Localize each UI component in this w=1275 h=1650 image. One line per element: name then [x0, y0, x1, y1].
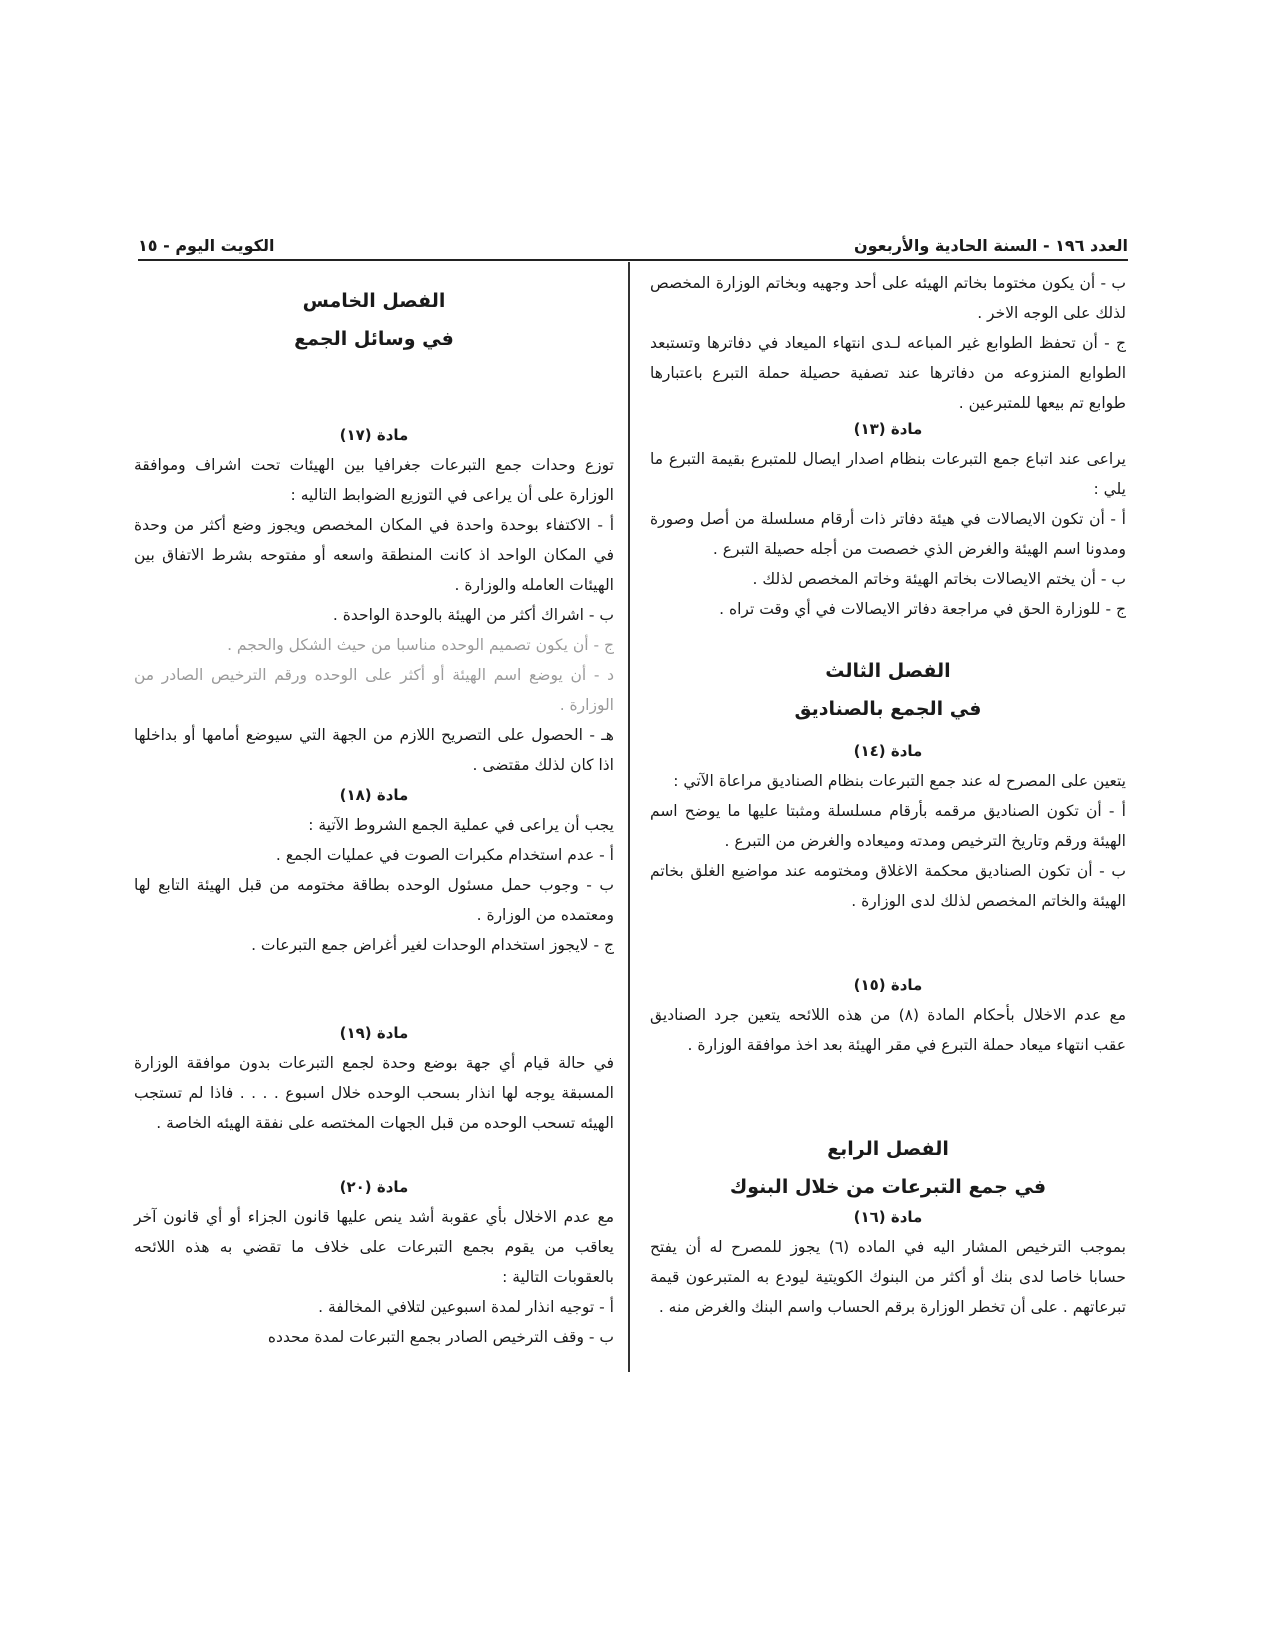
clause-c: ج - أن يكون تصميم الوحده مناسبا من حيث الشكل والحجم . [227, 636, 614, 654]
clause-a: أ - أن تكون الصناديق مرقمه بأرقام مسلسلة ومثبتا عليها ما يوضح اسم الهيئة ورقم وتاريخ الترخيص ومدته وميعاده والغرض من التبرع . [650, 802, 1126, 850]
article-title: مادة (١٥) [853, 976, 923, 994]
column-divider [628, 262, 630, 1372]
article-title: مادة (١٤) [853, 742, 923, 760]
article-18 [134, 780, 614, 960]
article-title: مادة (١٧) [339, 426, 409, 444]
chapter-subtitle: في وسائل الجمع [294, 328, 454, 350]
article-body: توزع وحدات جمع التبرعات جغرافيا بين الهيئات تحت اشراف وموافقة الوزارة على أن يراعى في التوزيع الضوابط التاليه : [134, 456, 614, 504]
clause-e: هـ - الحصول على التصريح اللازم من الجهة التي سيوضع أمامها أو بداخلها اذا كان لذلك مقتضى . [134, 726, 614, 774]
clause-d: د - أن يوضع اسم الهيئة أو أكثر على الوحده ورقم الترخيص الصادر من الوزارة . [134, 666, 614, 714]
clause-b: ب - أن يكون مختوما بخاتم الهيئه على أحد وجهيه وبخاتم الوزارة المخصص لذلك على الوجه الاخر . [650, 274, 1126, 322]
article-13 [650, 414, 1126, 624]
clause-b: ب - اشراك أكثر من الهيئة بالوحدة الواحدة . [332, 606, 614, 624]
chapter-title: الفصل الخامس [302, 290, 446, 312]
clause-a: أ - توجيه انذار لمدة اسبوعين لتلافي المخالفة . [318, 1298, 614, 1316]
publication-page-number: الكويت اليوم - ١٥ [138, 236, 275, 255]
article-body: يجب أن يراعى في عملية الجمع الشروط الآتية : [308, 816, 614, 834]
article-body: مع عدم الاخلال بأحكام المادة (٨) من هذه اللائحه يتعين جرد الصناديق عقب انتهاء ميعاد حملة التبرع في مقر الهيئة بعد اخذ موافقة الوزارة . [650, 1006, 1127, 1054]
article-15 [650, 970, 1126, 1060]
article-16 [650, 1202, 1126, 1322]
chapter-5-heading [134, 282, 614, 358]
article-title: مادة (١٦) [853, 1208, 923, 1226]
article-17 [134, 420, 614, 780]
clause-c: ج - لايجوز استخدام الوحدات لغير أغراض جمع التبرعات . [251, 936, 614, 954]
clause-b: ب - أن يختم الايصالات بخاتم الهيئة وخاتم المخصص لذلك . [752, 570, 1126, 588]
chapter-title: الفصل الرابع [827, 1138, 949, 1160]
article-19 [134, 1018, 614, 1138]
chapter-subtitle: في الجمع بالصناديق [794, 698, 982, 720]
article-title: مادة (٢٠) [339, 1178, 409, 1196]
chapter-3-heading [650, 652, 1126, 728]
article-body: بموجب الترخيص المشار اليه في الماده (٦) يجوز للمصرح له أن يفتح حسابا خاصا لدى بنك أو أكثر من البنوك الكويتية ليودع به المتبرعون قيمة تبرعاتهم . على أن تخطر الوزارة برقم الحساب واسم البنك والغرض منه . [650, 1238, 1126, 1316]
chapter-4-heading [650, 1130, 1126, 1206]
clause-b: ب - أن تكون الصناديق محكمة الاغلاق ومختومه عند مواضيع الغلق بخاتم الهيئة والخاتم المخصص لذلك لدى الوزارة . [650, 862, 1126, 910]
article-body: في حالة قيام أي جهة بوضع وحدة لجمع التبرعات بدون موافقة الوزارة المسبقة يوجه لها انذار بسحب الوحده خلال اسبوع . . . . فاذا لم تستجب الهيئه تسحب الوحده من قبل الجهات المختصه على نفقة الهيئه الخاصة . [134, 1054, 614, 1132]
clause-b: ب - وجوب حمل مسئول الوحده بطاقة مختومه من قبل الهيئة التابع لها ومعتمده من الوزارة . [134, 876, 614, 924]
article-title: مادة (١٣) [853, 420, 923, 438]
clause-c: ج - أن تحفظ الطوابع غير المباعه لـدى انتهاء الميعاد في دفاترها وتستبعد الطوابع المنزوعه من دفاترها عند تصفية حصيلة حملة التبرع باعتبارها طوابع تم بيعها للمتبرعين . [650, 334, 1126, 412]
page-header [138, 229, 1128, 261]
article-body: يراعى عند اتباع جمع التبرعات بنظام اصدار ايصال للمتبرع بقيمة التبرع ما يلي : [650, 450, 1126, 498]
article-14 [650, 736, 1126, 916]
issue-info: العدد ١٩٦ - السنة الحادية والأربعون [853, 236, 1128, 255]
clause-c: ج - للوزارة الحق في مراجعة دفاتر الايصالات في أي وقت تراه . [719, 600, 1126, 618]
clause-a: أ - أن تكون الايصالات في هيئة دفاتر ذات أرقام مسلسلة من أصل وصورة ومدونا اسم الهيئة والغرض الذي خصصت من أجله حصيلة التبرع . [650, 510, 1126, 558]
article-body: يتعين على المصرح له عند جمع التبرعات بنظام الصناديق مراعاة الآتي : [673, 772, 1126, 790]
clause-a: أ - الاكتفاء بوحدة واحدة في المكان المخصص ويجوز وضع أكثر من وحدة في المكان الواحد اذ كانت المنطقة واسعه أو مفتوحه بشرط الاتفاق بين الهيئات العامله والوزارة . [134, 516, 614, 594]
article-body: مع عدم الاخلال بأي عقوبة أشد ينص عليها قانون الجزاء أو أي قانون آخر يعاقب من يقوم بجمع التبرعات على خلاف ما تقضي به هذه اللائحه بالعقوبات التالية : [134, 1208, 614, 1286]
continuation-block [650, 268, 1126, 418]
article-title: مادة (١٩) [339, 1024, 409, 1042]
article-20 [134, 1172, 614, 1352]
clause-b: ب - وقف الترخيص الصادر بجمع التبرعات لمدة محدده [267, 1328, 614, 1346]
clause-a: أ - عدم استخدام مكبرات الصوت في عمليات الجمع . [275, 846, 614, 864]
article-title: مادة (١٨) [339, 786, 409, 804]
chapter-title: الفصل الثالث [825, 660, 951, 682]
chapter-subtitle: في جمع التبرعات من خلال البنوك [729, 1176, 1047, 1198]
